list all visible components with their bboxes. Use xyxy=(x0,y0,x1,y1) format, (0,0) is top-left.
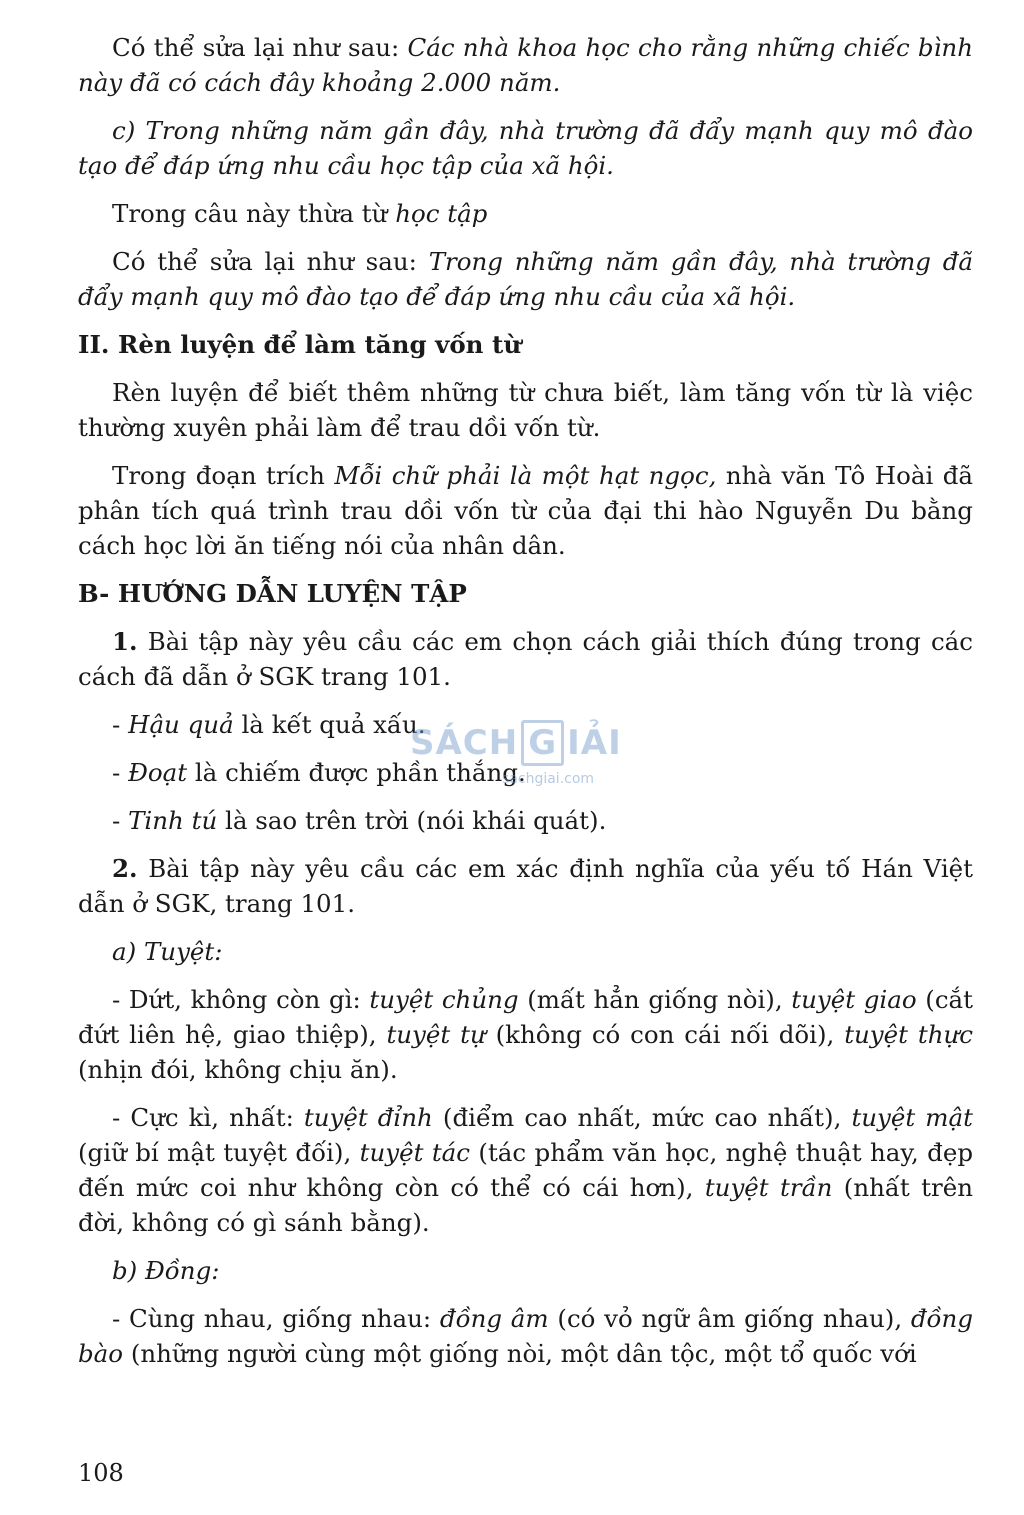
paragraph xyxy=(78,458,973,563)
italic-text: tuyệt mật xyxy=(851,1103,973,1132)
text-run: - Cực kì, nhất: xyxy=(112,1103,304,1132)
paragraph xyxy=(78,851,973,921)
italic-text: b) Đồng: xyxy=(112,1256,220,1285)
text-run: là kết quả xấu. xyxy=(233,710,426,739)
paragraph xyxy=(78,1253,973,1288)
page-number: 108 xyxy=(78,1459,124,1487)
italic-text: tuyệt thực xyxy=(844,1020,973,1049)
text-run: Bài tập này yêu cầu các em chọn cách giải thích đúng trong các cách đã dẫn ở SGK trang 101. xyxy=(78,627,973,691)
text-run: - xyxy=(112,710,129,739)
paragraph xyxy=(78,244,973,314)
paragraph xyxy=(78,113,973,183)
text-run: Bài tập này yêu cầu các em xác định nghĩa của yếu tố Hán Việt dẫn ở SGK, trang 101. xyxy=(78,854,973,918)
italic-text: Các nhà khoa học cho rằng những chiếc bình này đã có cách đây khoảng 2.000 năm. xyxy=(78,33,973,97)
italic-text: Mỗi chữ phải là một hạt ngọc, xyxy=(334,461,717,490)
italic-text: học tập xyxy=(395,199,488,228)
paragraph xyxy=(78,755,973,790)
text-run: - Dứt, không còn gì: xyxy=(112,985,370,1014)
paragraph xyxy=(78,707,973,742)
watermark-left: SÁCH xyxy=(410,723,519,763)
italic-text: tuyệt chủng xyxy=(369,985,519,1014)
italic-text: tuyệt giao xyxy=(791,985,917,1014)
watermark-url: sachgiai.com xyxy=(502,771,595,787)
text-run: (tác phẩm văn học, nghệ thuật hay, đẹp đến mức coi như không còn có thể có cái hơn), xyxy=(78,1138,973,1202)
italic-text: tuyệt đỉnh xyxy=(303,1103,433,1132)
text-run: (mất hẳn giống nòi), xyxy=(518,985,792,1014)
text-run: 1. xyxy=(112,627,138,656)
italic-text: a) Tuyệt: xyxy=(112,937,223,966)
italic-text: tuyệt tác xyxy=(359,1138,471,1167)
text-run: B- HƯỚNG DẪN LUYỆN TẬP xyxy=(78,579,467,608)
italic-text: Tinh tú xyxy=(128,806,218,835)
paragraph xyxy=(78,30,973,100)
text-run: Có thể sửa lại như sau: xyxy=(112,33,408,62)
italic-text: Đoạt xyxy=(128,758,188,787)
italic-text: đồng bào xyxy=(78,1304,974,1368)
text-run: (những người cùng một giống nòi, một dân tộc, một tổ quốc với xyxy=(123,1339,917,1368)
italic-text: Trong những năm gần đây, nhà trường đã đẩy mạnh quy mô đào tạo để đáp ứng nhu cầu của xã hội. xyxy=(78,247,973,311)
text-run: II. Rèn luyện để làm tăng vốn từ xyxy=(78,330,522,359)
section-heading xyxy=(78,576,973,611)
text-run: (giữ bí mật tuyệt đối), xyxy=(78,1138,360,1167)
paragraph xyxy=(78,196,973,231)
paragraph xyxy=(78,375,973,445)
text-run: Trong đoạn trích xyxy=(112,461,335,490)
text-run: (nhịn đói, không chịu ăn). xyxy=(78,1055,398,1084)
paragraph xyxy=(78,934,973,969)
section-heading xyxy=(78,327,973,362)
text-run: (nhất trên đời, không có gì sánh bằng). xyxy=(78,1173,973,1237)
paragraph xyxy=(78,803,973,838)
italic-text: c) Trong những năm gần đây, nhà trường đã đẩy mạnh quy mô đào tạo để đáp ứng nhu cầu học tập của xã hội. xyxy=(78,116,973,180)
watermark-box: G xyxy=(521,720,564,766)
paragraph xyxy=(78,624,973,694)
text-run: Trong câu này thừa từ xyxy=(112,199,396,228)
page-body xyxy=(78,30,973,1384)
text-run: (có vỏ ngữ âm giống nhau), xyxy=(548,1304,911,1333)
text-run: - xyxy=(112,758,129,787)
text-run: - Cùng nhau, giống nhau: xyxy=(112,1304,440,1333)
text-run: Rèn luyện để biết thêm những từ chưa biết, làm tăng vốn từ là việc thường xuyên phải làm để trau dồi vốn từ. xyxy=(78,378,973,442)
text-run: nhà văn Tô Hoài đã phân tích quá trình trau dồi vốn từ của đại thi hào Nguyễn Du bằng cách học lời ăn tiếng nói của nhân dân. xyxy=(78,461,974,560)
italic-text: Hậu quả xyxy=(128,710,234,739)
text-run: (không có con cái nối dõi), xyxy=(485,1020,845,1049)
text-run: - xyxy=(112,806,129,835)
paragraph xyxy=(78,1100,973,1240)
text-run: 2. xyxy=(112,854,138,883)
italic-text: đồng âm xyxy=(439,1304,549,1333)
text-run: là sao trên trời (nói khái quát). xyxy=(217,806,607,835)
paragraph xyxy=(78,1301,973,1371)
text-run: Có thể sửa lại như sau: xyxy=(112,247,429,276)
italic-text: tuyệt tự xyxy=(386,1020,486,1049)
paragraph xyxy=(78,982,973,1087)
italic-text: tuyệt trần xyxy=(704,1173,833,1202)
text-run: (cắt đứt liên hệ, giao thiệp), xyxy=(78,985,973,1049)
text-run: là chiếm được phần thắng. xyxy=(187,758,526,787)
watermark-right: IẢI xyxy=(567,723,622,763)
text-run: (điểm cao nhất, mức cao nhất), xyxy=(432,1103,852,1132)
